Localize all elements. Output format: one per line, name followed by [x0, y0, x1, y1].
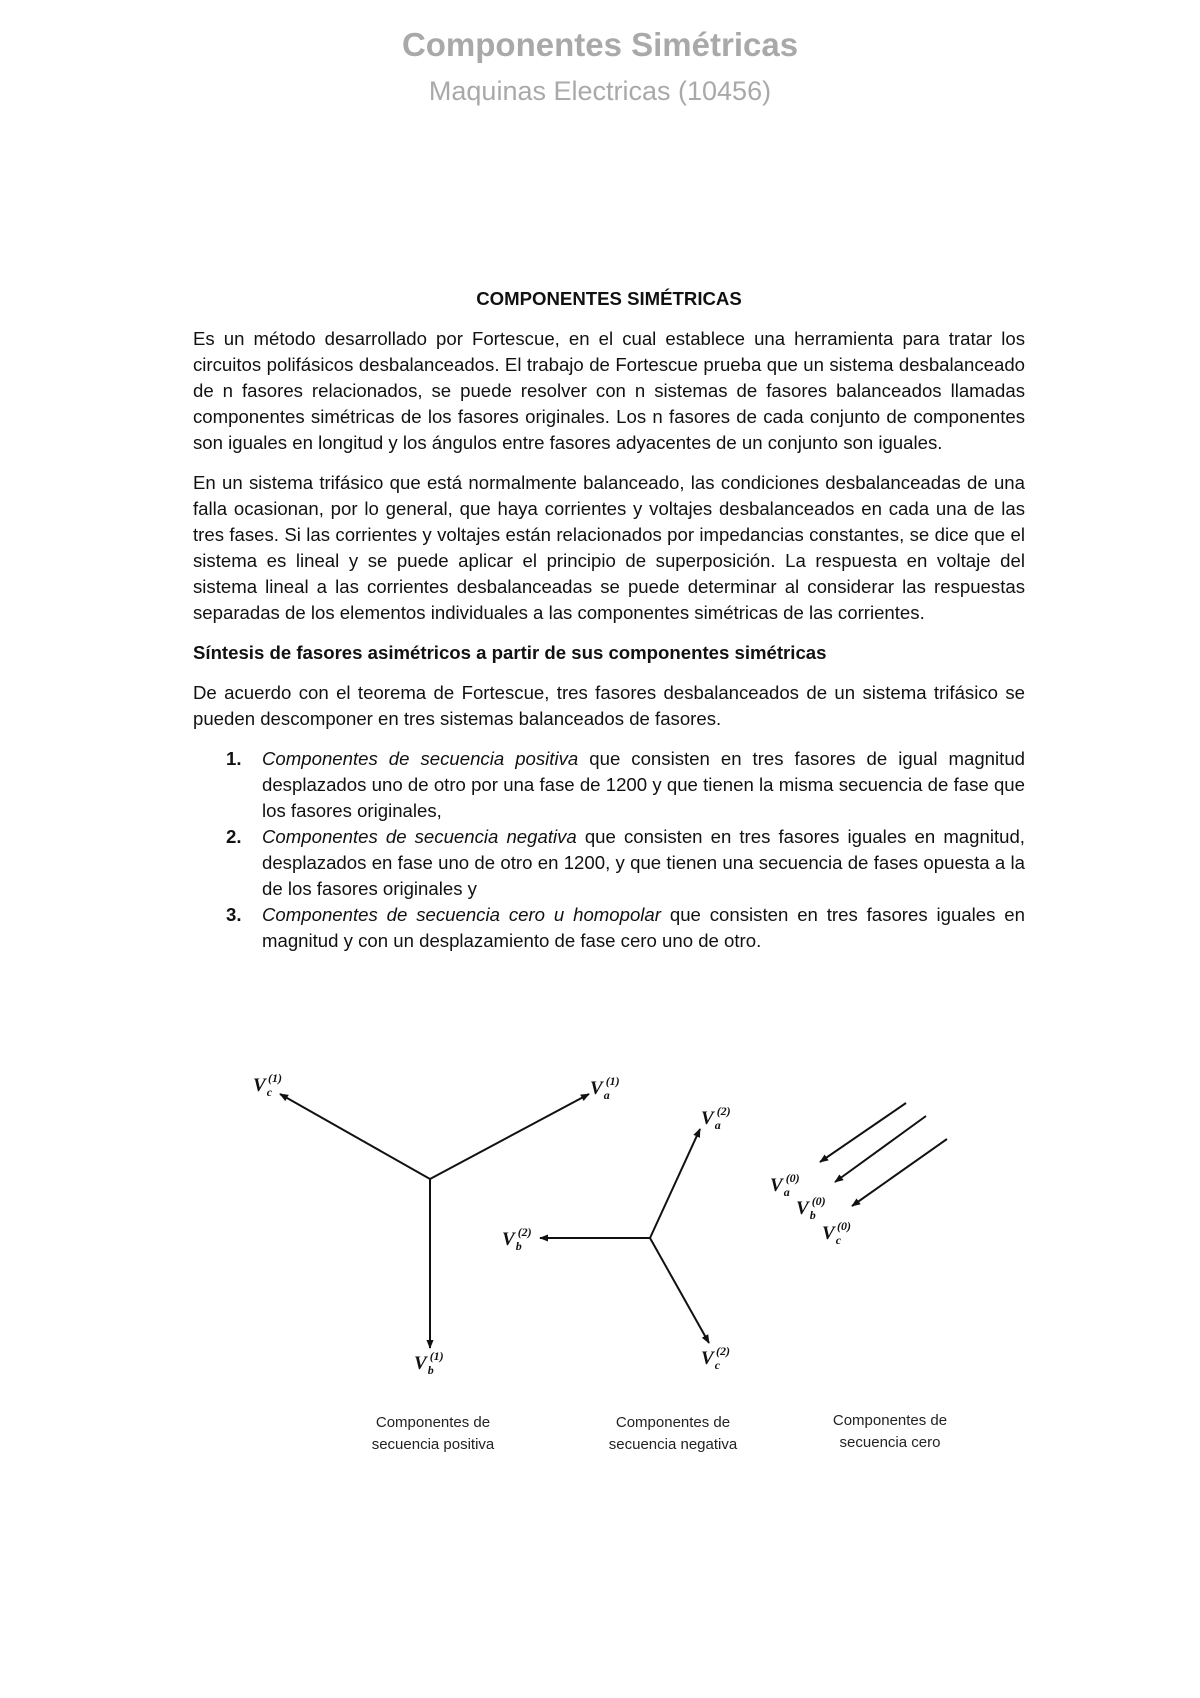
label-vb0: $V_b(0)$ — [796, 1194, 826, 1222]
positive-sequence-diagram — [253, 1071, 620, 1453]
caption-zero-line1: Componentes de — [832, 1412, 948, 1429]
caption-positive-line2: secuencia positiva — [371, 1436, 495, 1453]
section-subheading: Síntesis de fasores asimétricos a partir de sus componentes simétricas — [193, 642, 827, 663]
negative-sequence-diagram — [502, 1104, 738, 1453]
label-va1: $V_a(1)$ — [590, 1074, 620, 1102]
document-heading: COMPONENTES SIMÉTRICAS — [476, 288, 742, 309]
list-term: Componentes de secuencia negativa — [262, 826, 577, 847]
phasor-c-positive — [280, 1094, 430, 1179]
list-number: 3. — [226, 904, 242, 925]
label-vc0: $V_c(0)$ — [822, 1219, 852, 1247]
label-vb2: $V_b(2)$ — [502, 1225, 532, 1253]
list-text: que consisten en tres fasores de igual magnitud desplazados uno de otro por una fase de 1200 y que tienen la misma secuencia de fase que los fasores originales, — [262, 748, 1025, 821]
paragraph-three-phase: En un sistema trifásico que está normalmente balanceado, las condiciones desbalanceadas de una falla ocasionan, por lo general, que haya corrientes y voltajes desbalanceados en cada una de las tres fases. Si las corrientes y voltajes están relacionados por impedancias constantes, se dice que el sistema es lineal y se puede aplicar el principio de superposición. La respuesta en voltaje del sistema lineal a las corrientes desbalanceadas se puede determinar al considerar las respuestas separadas de los elementos individuales a las componentes simétricas de las corrientes. — [193, 472, 1025, 623]
list-number: 1. — [226, 748, 242, 769]
label-va0: $V_a(0)$ — [770, 1171, 800, 1199]
phasor-a-zero — [820, 1103, 906, 1162]
zero-sequence-diagram — [770, 1103, 947, 1451]
label-vc2: $V_c(2)$ — [701, 1344, 731, 1372]
caption-negative-line2: secuencia negativa — [608, 1436, 738, 1453]
list-text: que consisten en tres fasores iguales en magnitud y con un desplazamiento de fase cero uno de otro. — [262, 904, 1025, 951]
page-subtitle: Maquinas Electricas (10456) — [428, 76, 772, 106]
list-term: Componentes de secuencia positiva — [262, 748, 579, 769]
paragraph-fortescue: De acuerdo con el teorema de Fortescue, tres fasores desbalanceados de un sistema trifásico se pueden descomponer en tres sistemas balanceados de fasores. — [193, 682, 1025, 729]
paragraph-intro: Es un método desarrollado por Fortescue, en el cual establece una herramienta para tratar los circuitos polifásicos desbalanceados. El trabajo de Fortescue prueba que un sistema desbalanceado de n fasores relacionados, se puede resolver con n sistemas de fasores balanceados llamadas componentes simétricas de los fasores originales. Los n fasores de cada conjunto de componentes son iguales en longitud y los ángulos entre fasores adyacentes de un conjunto son iguales. — [193, 328, 1025, 453]
page-title: Componentes Simétricas — [401, 26, 799, 63]
list-number: 2. — [226, 826, 242, 847]
phasor-a-negative — [650, 1129, 700, 1238]
label-va2: $V_a(2)$ — [701, 1104, 731, 1132]
label-vc1: $V_c(1)$ — [253, 1071, 283, 1099]
caption-positive-line1: Componentes de — [375, 1414, 491, 1431]
phasor-c-zero — [852, 1139, 947, 1206]
phasor-c-negative — [650, 1238, 709, 1343]
caption-negative-line1: Componentes de — [615, 1414, 731, 1431]
phasor-b-zero — [835, 1116, 926, 1182]
list-text: que consisten en tres fasores iguales en magnitud, desplazados en fase uno de otro en 1200, y que tienen una secuencia de fases opuesta a la de los fasores originales y — [262, 826, 1025, 899]
label-vb1: $V_b(1)$ — [414, 1349, 444, 1377]
phasor-a-positive — [430, 1094, 589, 1179]
caption-zero-line2: secuencia cero — [839, 1434, 941, 1451]
list-term: Componentes de secuencia cero u homopolar — [262, 904, 661, 925]
